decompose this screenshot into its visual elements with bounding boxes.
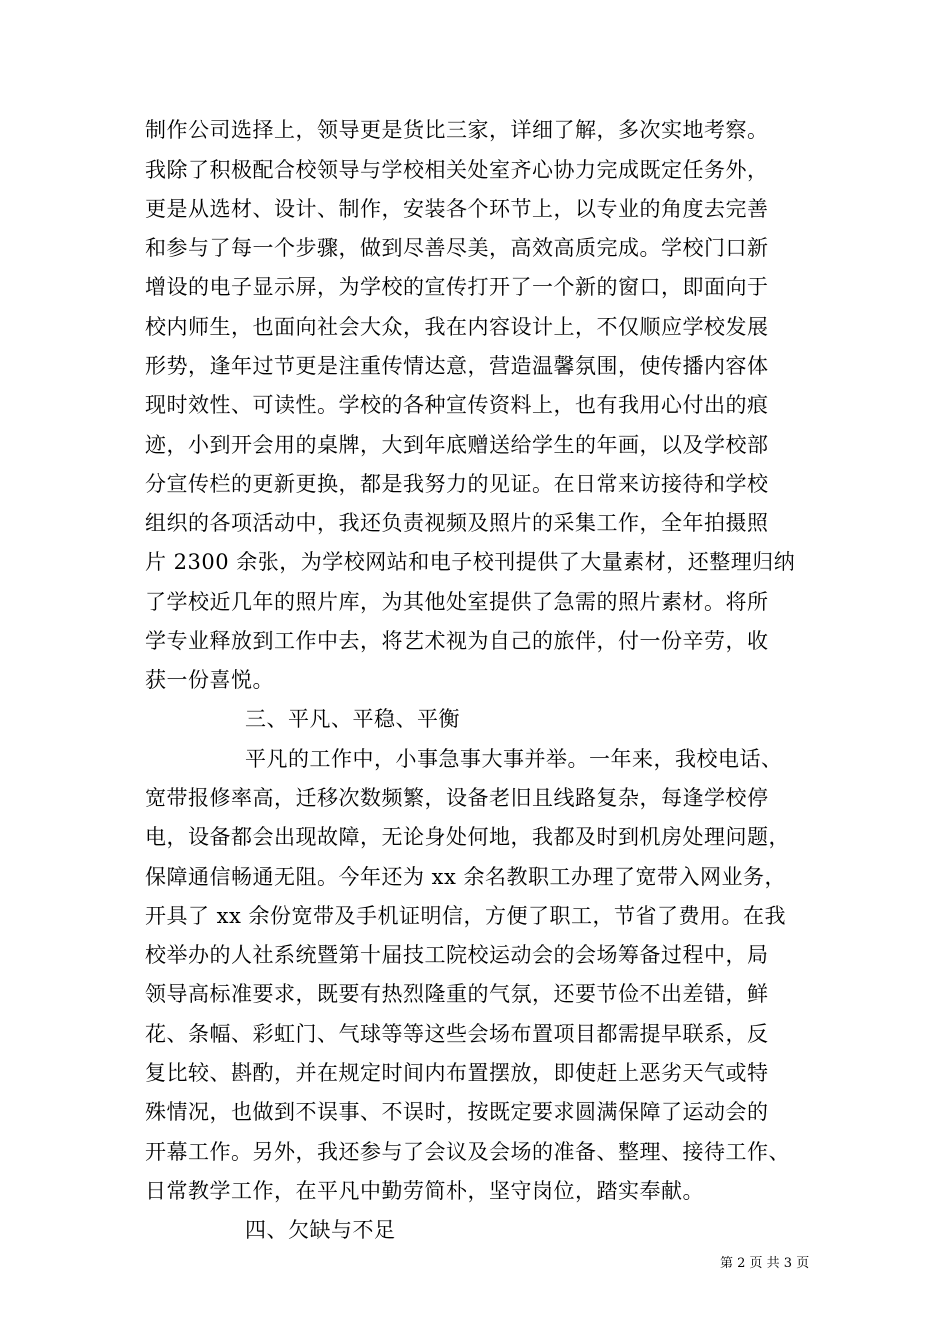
text-line: 了学校近几年的照片库，为其他处室提供了急需的照片素材。将所 (145, 590, 769, 614)
text-line: 我除了积极配合校领导与学校相关处室齐心协力完成既定任务外， (145, 158, 769, 182)
text-line: 开具了 xx 余份宽带及手机证明信，方便了职工，节省了费用。在我 (145, 904, 787, 928)
text-line: 学专业释放到工作中去，将艺术视为自己的旅伴，付一份辛劳，收 (145, 629, 769, 653)
text-line: 片 2300 余张，为学校网站和电子校刊提供了大量素材，还整理归纳 (145, 550, 796, 574)
text-line: 分宣传栏的更新更换，都是我努力的见证。在日常来访接待和学校 (145, 472, 769, 496)
text-line: 领导高标准要求，既要有热烈隆重的气氛，还要节俭不出差错，鲜 (145, 982, 769, 1006)
text-line: 制作公司选择上，领导更是货比三家，详细了解，多次实地考察。 (145, 118, 769, 142)
text-line: 校举办的人社系统暨第十届技工院校运动会的会场筹备过程中，局 (145, 943, 769, 967)
text-line: 保障通信畅通无阻。今年还为 xx 余名教职工办理了宽带入网业务， (145, 865, 787, 889)
text-line: 增设的电子显示屏，为学校的宣传打开了一个新的窗口，即面向于 (145, 275, 769, 299)
text-line: 获一份喜悦。 (145, 668, 274, 692)
text-line: 电，设备都会出现故障，无论身处何地，我都及时到机房处理问题， (145, 825, 790, 849)
section-heading: 三、平凡、平稳、平衡 (245, 707, 460, 731)
text-line: 平凡的工作中，小事急事大事并举。一年来，我校电话、 (245, 747, 783, 771)
text-line: 宽带报修率高，迁移次数频繁，设备老旧且线路复杂，每逢学校停 (145, 786, 769, 810)
text-line: 和参与了每一个步骤，做到尽善尽美，高效高质完成。学校门口新 (145, 236, 769, 260)
text-line: 开幕工作。另外，我还参与了会议及会场的准备、整理、接待工作、 (145, 1140, 790, 1164)
text-line: 更是从选材、设计、制作，安装各个环节上，以专业的角度去完善 (145, 197, 769, 221)
text-line: 形势，逢年过节更是注重传情达意，营造温馨氛围，使传播内容体 (145, 354, 769, 378)
text-line: 现时效性、可读性。学校的各种宣传资料上，也有我用心付出的痕 (145, 393, 769, 417)
text-line: 花、条幅、彩虹门、气球等等这些会场布置项目都需提早联系，反 (145, 1022, 769, 1046)
page-number: 第 2 页 共 3 页 (720, 1256, 810, 1271)
text-line: 复比较、斟酌，并在规定时间内布置摆放，即使赶上恶劣天气或特 (145, 1061, 769, 1085)
text-line: 校内师生，也面向社会大众，我在内容设计上，不仅顺应学校发展 (145, 315, 769, 339)
text-line: 组织的各项活动中，我还负责视频及照片的采集工作，全年拍摄照 (145, 511, 769, 535)
text-line: 迹，小到开会用的桌牌，大到年底赠送给学生的年画，以及学校部 (145, 433, 769, 457)
section-heading: 四、欠缺与不足 (245, 1218, 396, 1242)
text-line: 殊情况，也做到不误事、不误时，按既定要求圆满保障了运动会的 (145, 1100, 769, 1124)
text-line: 日常教学工作，在平凡中勤劳简朴，坚守岗位，踏实奉献。 (145, 1179, 704, 1203)
